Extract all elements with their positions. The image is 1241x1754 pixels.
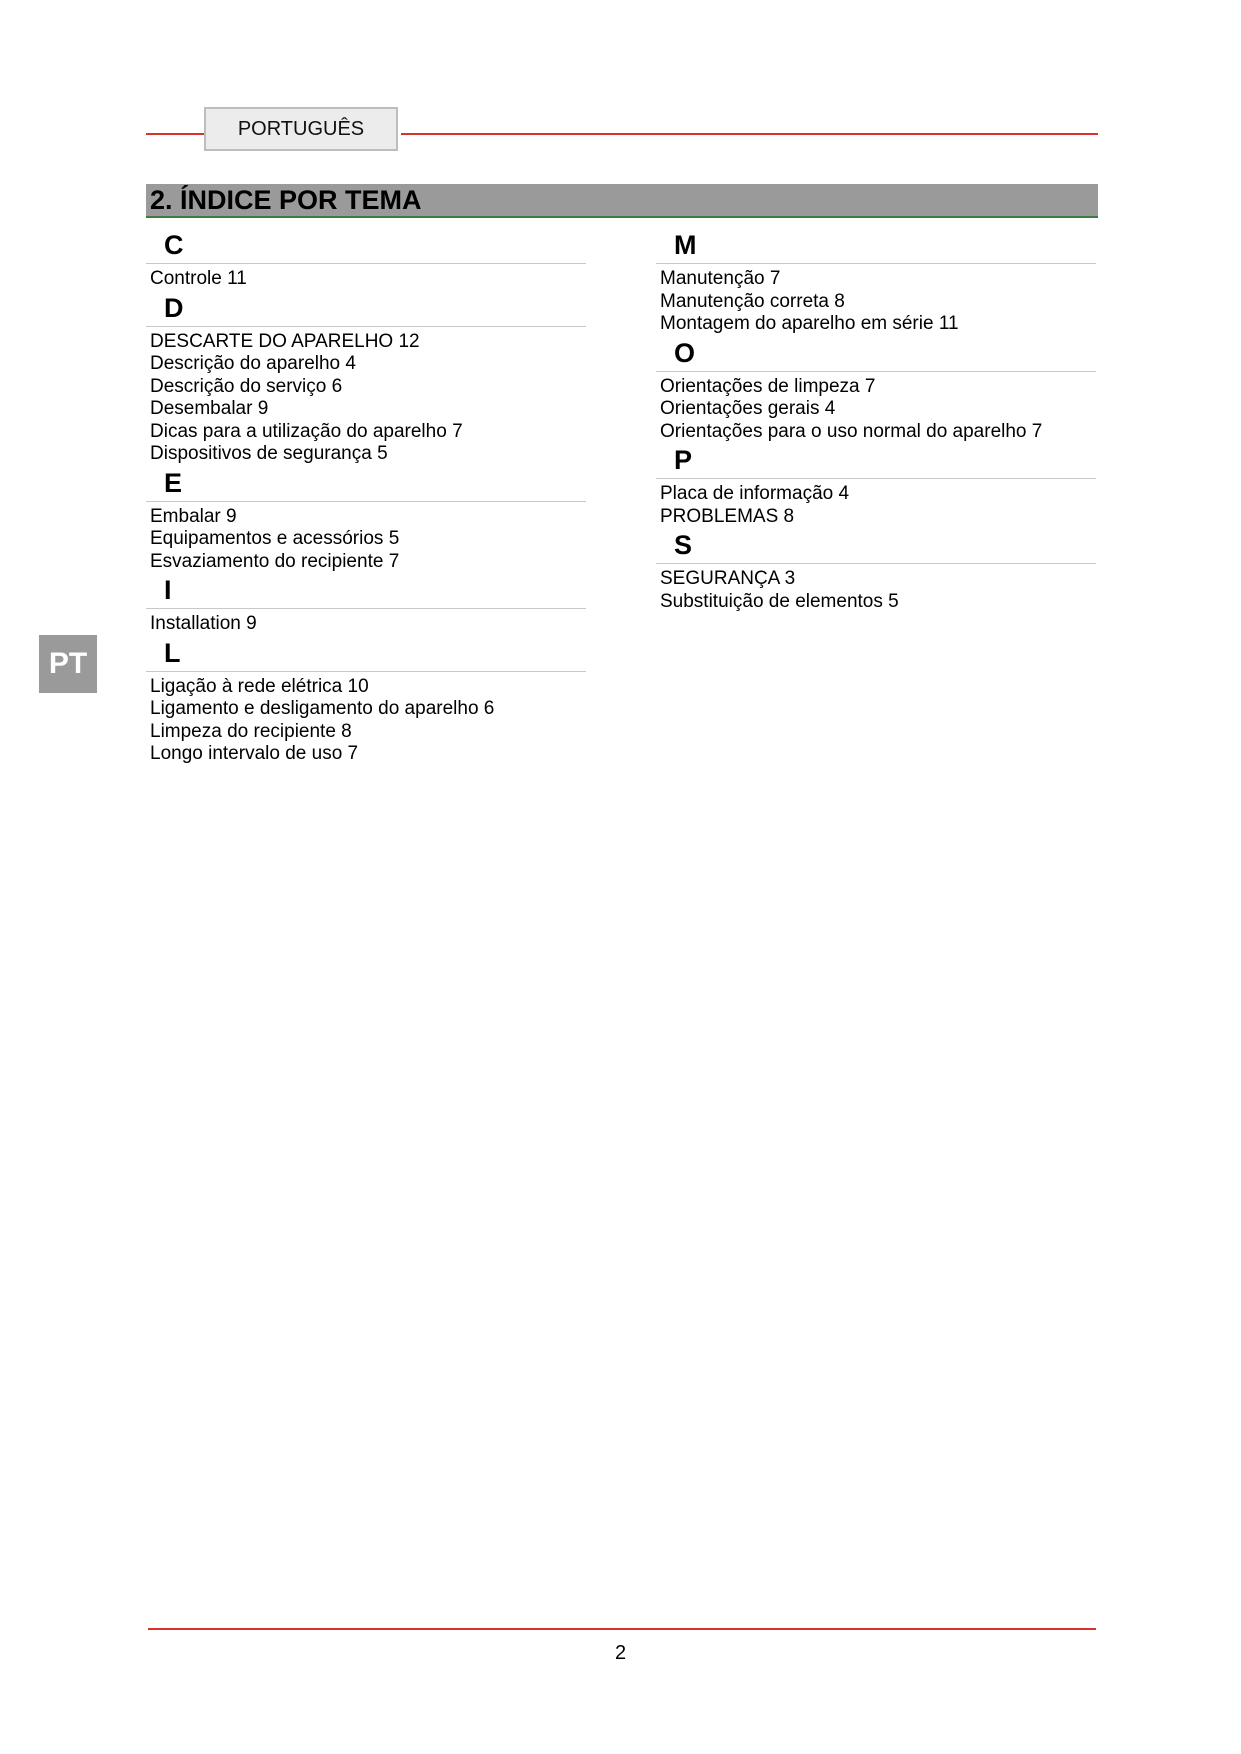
index-group xyxy=(146,291,586,466)
index-letter-heading: P xyxy=(656,443,1096,479)
index-letter-heading: C xyxy=(146,228,586,264)
index-letter-heading: I xyxy=(146,573,586,609)
index-entry: SEGURANÇA 3 xyxy=(660,568,796,589)
index-entry: Controle 11 xyxy=(150,268,247,289)
index-entry: Installation 9 xyxy=(150,613,257,634)
index-entry: Dispositivos de segurança 5 xyxy=(150,443,388,464)
index-letter-heading: O xyxy=(656,336,1096,372)
index-entry: Placa de informação 4 xyxy=(660,483,850,504)
index-letter-heading: E xyxy=(146,466,586,502)
index-entry: Montagem do aparelho em série 11 xyxy=(660,313,959,334)
index-group xyxy=(656,336,1096,444)
index-entry: Manutenção 7 xyxy=(660,268,781,289)
index-letter-heading: D xyxy=(146,291,586,327)
index-entry: Esvaziamento do recipiente 7 xyxy=(150,550,400,572)
index-group xyxy=(146,466,586,574)
index-entry: Dicas para a utilização do aparelho 7 xyxy=(150,420,463,442)
index-entry: Longo intervalo de uso 7 xyxy=(150,743,359,764)
index-entry: Ligação à rede elétrica 10 xyxy=(150,675,369,697)
index-entry: Orientações gerais 4 xyxy=(660,398,836,419)
index-entry: Equipamentos e acessórios 5 xyxy=(150,528,400,549)
index-letter-heading: L xyxy=(146,636,586,672)
index-entry: Orientações de limpeza 7 xyxy=(660,375,876,397)
index-entry: Ligamento e desligamento do aparelho 6 xyxy=(150,698,495,719)
index-entry: DESCARTE DO APARELHO 12 xyxy=(150,330,420,352)
index-group xyxy=(656,443,1096,528)
index-group xyxy=(146,228,586,291)
index-entry: PROBLEMAS 8 xyxy=(660,505,795,527)
index-group xyxy=(656,228,1096,336)
index-entry: Manutenção correta 8 xyxy=(660,290,845,312)
index-entry: Orientações para o uso normal do aparelho 7 xyxy=(660,420,1043,442)
index-entry: Substituição de elementos 5 xyxy=(660,590,899,612)
index-entry: Descrição do serviço 6 xyxy=(150,375,343,397)
index-column-left xyxy=(146,228,586,766)
section-title: 2. ÍNDICE POR TEMA xyxy=(150,185,422,215)
language-label: PORTUGUÊS xyxy=(204,107,398,151)
header-rule-left xyxy=(146,133,204,135)
index-entry: Embalar 9 xyxy=(150,505,237,527)
index-group xyxy=(146,636,586,766)
index-group xyxy=(656,528,1096,613)
footer-rule xyxy=(148,1628,1096,1630)
page-number: 2 xyxy=(614,1642,627,1664)
index-letter-heading: M xyxy=(656,228,1096,264)
index-letter-heading: S xyxy=(656,528,1096,564)
index-entry: Descrição do aparelho 4 xyxy=(150,353,356,374)
index-group xyxy=(146,573,586,636)
section-header xyxy=(146,184,1098,218)
language-side-tab: PT xyxy=(39,635,97,693)
index-column-right xyxy=(656,228,1096,613)
header-rule-right xyxy=(401,133,1098,135)
index-entry: Desembalar 9 xyxy=(150,398,269,419)
index-entry: Limpeza do recipiente 8 xyxy=(150,720,352,742)
